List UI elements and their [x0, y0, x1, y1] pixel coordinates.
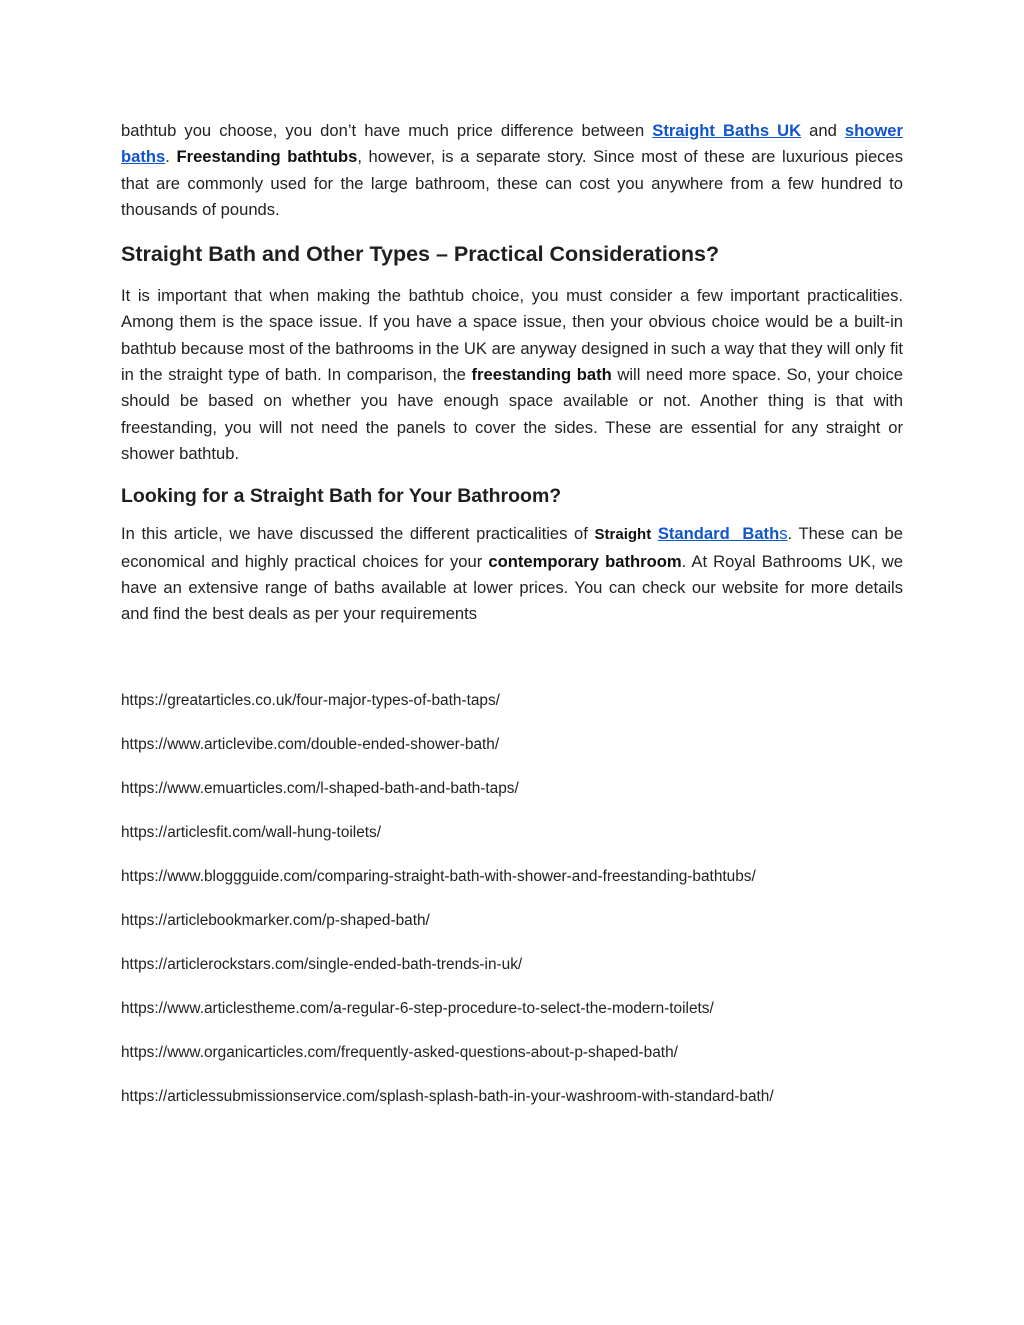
- url-item: https://greatarticles.co.uk/four-major-types-of-bath-taps/: [121, 692, 500, 709]
- section-heading-looking-for-straight-bath: Looking for a Straight Bath for Your Bathroom?: [121, 485, 562, 508]
- intro-text-4: , however, is a separate story. Since most of these are luxurious pieces that are commonly used for the large bathroom, these can cost you anywhere from a few hundred to thousands of pounds.: [121, 147, 903, 219]
- section2-text-4: . At Royal Bathrooms UK, we have an extensive range of baths available at lower prices. You can check our website for more details and find the best deals as per your requirements: [121, 551, 903, 624]
- url-item: https://articlerockstars.com/single-ended-bath-trends-in-uk/: [121, 956, 523, 973]
- url-item: https://www.bloggguide.com/comparing-straight-bath-with-shower-and-freestanding-bathtubs/: [121, 868, 756, 885]
- section2-text-1: In this article, we have discussed the different practicalities of: [121, 524, 595, 544]
- intro-paragraph: [121, 118, 903, 223]
- url-item: https://www.articlevibe.com/double-ended-shower-bath/: [121, 736, 500, 753]
- url-item: https://www.articlestheme.com/a-regular-6-step-procedure-to-select-the-modern-toilets/: [121, 1000, 714, 1017]
- section1-text-2: will need more space. So, your choice should be based on whether you have enough space available or not. Another thing is that with freestanding, you will not need the panels to cover the sides. These are essential for any straight or shower bathtub.: [121, 365, 903, 463]
- url-item: https://www.emuarticles.com/l-shaped-bath-and-bath-taps/: [121, 780, 519, 797]
- section2-text-2: [651, 524, 658, 543]
- practical-considerations-paragraph: [121, 283, 903, 467]
- section-heading-practical-considerations: Straight Bath and Other Types – Practical Considerations?: [121, 242, 720, 267]
- straight-baths-uk-link[interactable]: Straight Baths UK: [652, 121, 802, 140]
- section2-text-3: . These can be economical and highly practical choices for your: [121, 524, 903, 571]
- looking-for-bath-paragraph: [121, 521, 903, 627]
- straight-bold: Straight: [594, 526, 652, 544]
- freestanding-bath-bold: freestanding bath: [471, 365, 612, 385]
- intro-text-1: bathtub you choose, you don’t have much price difference between: [121, 121, 653, 140]
- url-item: https://articlessubmissionservice.com/splash-splash-bath-in-your-washroom-with-standard-bath/: [121, 1088, 774, 1105]
- contemporary-bathroom-bold: contemporary bathroom: [488, 551, 682, 571]
- freestanding-bathtubs-bold: Freestanding bathtubs: [176, 147, 358, 167]
- section1-text-1: It is important that when making the bathtub choice, you must consider a few important practicalities. Among them is the space issue. If you have a space issue, then your obvious choice would be a built-in bathtub because most of the bathrooms in the UK are anyway designed in such a way that they will only fit in the straight type of bath. In comparison, the: [121, 286, 903, 385]
- standard-bath-link-suffix: s: [779, 524, 788, 544]
- document-body: [121, 118, 903, 627]
- standard-bath-link-text: Standard Bath: [657, 524, 780, 544]
- intro-text-2: and: [801, 121, 845, 140]
- url-item: https://articlesfit.com/wall-hung-toilets/: [121, 824, 382, 841]
- reference-url-list: [121, 690, 921, 1130]
- intro-text-3: .: [165, 147, 177, 167]
- url-item: https://www.organicarticles.com/frequently-asked-questions-about-p-shaped-bath/: [121, 1044, 678, 1061]
- url-item: https://articlebookmarker.com/p-shaped-bath/: [121, 912, 430, 929]
- shower-baths-link[interactable]: shower baths: [121, 121, 903, 167]
- standard-baths-link[interactable]: [658, 524, 788, 543]
